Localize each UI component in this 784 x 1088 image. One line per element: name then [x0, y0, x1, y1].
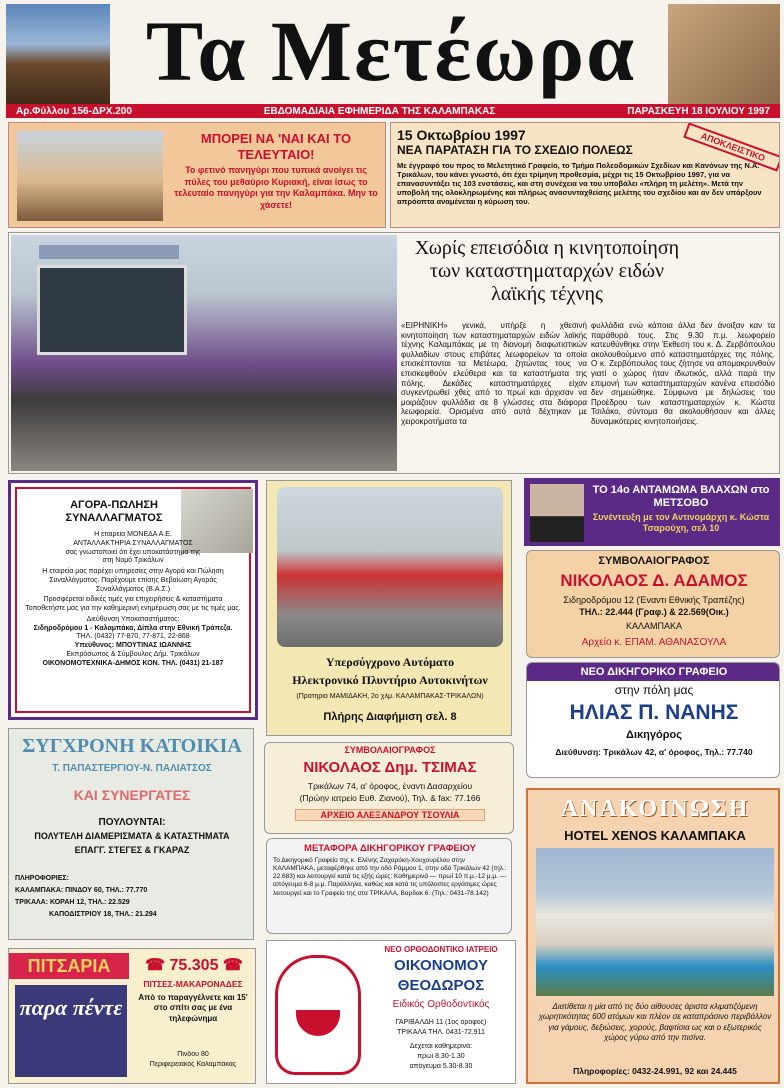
- pizza-phone-row: [135, 955, 253, 975]
- lawyer-name: ΗΛΙΑΣ Π. ΝΑΝΗΣ: [569, 701, 739, 724]
- housing-selling: ΠΟΥΛΟΥΝΤΑΙ:: [98, 817, 166, 828]
- plan-body: Με έγγραφό του προς το Μελετητικό Γραφείο, το Τμήμα Πολεοδομικών Σχεδίων και Κανόνων της Ν.Α. Τρικάλων, του κάνει γνωστό, ότι έχει τρίμηνη προθεσμία, μέχρι τις 15 Οκτωβρίου 1997, για να επανασυντάξει τις 103 ενστάσεις, και στη συνέχεια να του υποβάλει «πλήρη τη μελέτη». Μετά την υποβολή της ολοκληρωμένης και πλήρως ανασυνταχθείσης μελέτης του σχεδίου και αν δεν υπάρξουν απρόοπτα αναμένεται η κύρωση του.: [397, 161, 762, 206]
- pizza-address2: Περιφερειακός Καλαμπάκας: [149, 1061, 237, 1068]
- bus-window: [37, 265, 187, 355]
- pizza-ad: [8, 948, 256, 1084]
- pizza-address: Πινδου 80: [177, 1051, 209, 1058]
- ortho-am: πρωί 8.30-1.30: [417, 1053, 465, 1060]
- exchange-line: Προσφέρεται ειδικές τιμές για επιχειρήσεις & καταστήματα: [43, 596, 223, 604]
- exchange-line: Υπεύθυνος: ΜΠΟΥΤΙΝΑΣ ΙΩΑΝΝΗΣ: [74, 642, 192, 649]
- exchange-line: σας γνωστοποιεί ότι έχει υποκατάστημα της: [65, 548, 201, 556]
- ortho-pm: απόγευμα 5.30-8.30: [409, 1063, 473, 1070]
- exchange-line: Εκπρόσωπος & Σύμβουλος Δήμ. Τρικάλων: [66, 650, 200, 658]
- fair-box: [8, 122, 386, 228]
- exchange-lines: [25, 531, 241, 668]
- carwash-ad: [266, 480, 512, 736]
- notary1-archive: Αρχείο κ. ΕΠΑΜ. ΑΘΑΝΑΣΟΥΛΑ: [581, 637, 727, 648]
- pizza-name: παρα πέντε: [15, 985, 127, 1077]
- tooth-icon: [275, 955, 361, 1075]
- issue-date: ΠΑΡΑΣΚΕΥΗ 18 ΙΟΥΛΙΟΥ 1997: [627, 105, 770, 117]
- main-col1: «ΕΙΡΗΝΙΚΗ» γενικά, υπήρξε η χθεσινή κινητοποίηση των καταστηματαρχών ειδών λαϊκής τέχνης Καλαμπάκας με τη διανομή διαφωτιστικών φυλλαδίων στους επιβάτες λεωφορείων τα οποία επισκέπτονται τα Μετέωρα, ζητώντας τους να επισκεφθούν ελεύθερα και τα καταστήματα της πόλης. Δεκάδες καταστηματάρχες είχαν συγκεντρωθεί χθες από το πρωί και άρχισαν να μοιράζουν φυλλάδια σε 8 γλώσσες στα διάφορα λεωφορεία. Ορισμένα από αυτά δέχτηκαν με χειροκροτήματα τα: [401, 321, 587, 426]
- masthead-photo-right: [668, 4, 780, 104]
- ortho-phone: ΤΡΙΚΑΛΑ ΤΗΛ. 0431-72.911: [397, 1029, 485, 1036]
- notary1-phones: ΤΗΛ.: 22.444 (Γραφ.) & 22.569(Οικ.): [579, 607, 729, 617]
- hotel-name: HOTEL XENOS ΚΑΛΑΜΠΑΚΑ: [564, 828, 746, 843]
- hotel-body: Διατίθεται η μία από τις δύο αίθουσες άριστα κλιματιζόμενη χωρητικότητας 600 ατόμων και πλέον σε καταπράσινο περιβάλλον για γάμους, δεξιώσεις, χορούς, βαφτίσια ως και ο εξωτερικός χώρος γύρω από την πισίνα.: [538, 1002, 772, 1043]
- ortho-ad: [266, 940, 516, 1084]
- notary1-ad: [526, 550, 780, 658]
- ortho-role: Ειδικός Ορθοδοντικός: [392, 999, 490, 1010]
- lawmove-title: ΜΕΤΑΦΟΡΑ ΔΙΚΗΓΟΡΙΚΟΥ ΓΡΑΦΕΙΟΥ: [304, 843, 476, 854]
- masthead-info-bar: [6, 104, 780, 118]
- hotel-photo: [536, 848, 774, 996]
- exclusive-stamp: ΑΠΟΚΛΕΙΣΤΙΚΟ: [683, 122, 780, 171]
- notary2-archive: ΑΡΧΕΙΟ ΑΛΕΞΑΝΔΡΟΥ ΤΣΟΥΛΙΑ: [295, 809, 485, 821]
- housing-trikala1: ΤΡΙΚΑΛΑ: ΚΟΡΑΗ 12, ΤΗΛ.: 22.529: [15, 899, 130, 906]
- notary2-name: ΝΙΚΟΛΑΟΣ Δημ. ΤΣΙΜΑΣ: [303, 759, 477, 776]
- tagline: ΕΒΔΟΜΑΔΙΑΙΑ ΕΦΗΜΕΡΙΔΑ ΤΗΣ ΚΑΛΑΜΠΑΚΑΣ: [263, 105, 496, 117]
- pizza-header: ΠΙΤΣΕΣ-ΜΑΚΑΡΟΝΑΔΕΣ: [143, 979, 243, 989]
- exchange-line: ΤΗΛ. (0432) 77-870, 77-871, 22-868: [76, 633, 190, 641]
- exchange-line: Η εταιρεία μας παρέχει υπηρεσίες στην Αγορά και Πώληση Συναλλάγματος. Παρέχουμε επίσης Βεβαίωση Αγοράς Συναλλάγματος (Β.Α.Σ.): [42, 568, 224, 593]
- notary1-address: Σιδηροδρόμου 12 (Έναντι Εθνικής Τραπέζης): [563, 595, 745, 605]
- notary2-address: Τρικάλων 74, α' όροφος, έναντι Δασαρχείου: [307, 781, 473, 791]
- carwash-line2: Ηλεκτρονικό Πλυντήριο Αυτοκινήτων: [292, 673, 488, 687]
- ortho-hours: Δέχεται καθημερινά:: [409, 1043, 473, 1050]
- notary2-role: ΣΥΜΒΟΛΑΙΟΓΡΑΦΟΣ: [344, 745, 436, 755]
- housing-and: ΚΑΙ ΣΥΝΕΡΓΑΤΕΣ: [73, 787, 191, 803]
- vlachs-title: ΤΟ 14ο ΑΝΤΑΜΩΜΑ ΒΛΑΧΩΝ στο ΜΕΤΣΟΒΟ: [592, 484, 770, 510]
- housing-items: ΠΟΛΥΤΕΛΗ ΔΙΑΜΕΡΙΣΜΑΤΑ & ΚΑΤΑΣΤΗΜΑΤΑ: [34, 831, 230, 841]
- masthead-photo-left: [6, 4, 110, 104]
- fair-headline: ΜΠΟΡΕΙ ΝΑ 'ΝΑΙ ΚΑΙ ΤΟ ΤΕΛΕΥΤΑΙΟ!: [200, 131, 352, 163]
- exchange-line: Σιδηροδρόμου 1 - Καλαμπάκα, Δίπλα στην Εθνική Τράπεζα.: [33, 624, 233, 632]
- lawyer-role: Δικηγόρος: [626, 729, 682, 741]
- hotel-info: Πληροφορίες: 0432-24.991, 92 και 24.445: [573, 1066, 737, 1076]
- exchange-title: ΑΓΟΡΑ-ΠΩΛΗΣΗ ΣΥΝΑΛΛΑΓΜΑΤΟΣ: [65, 499, 163, 525]
- housing-trikala2: ΚΑΠΟΔΙΣΤΡΙΟΥ 18, ΤΗΛ.: 21.294: [49, 911, 157, 918]
- main-story: [8, 232, 780, 474]
- phone-icon: ☎: [222, 957, 243, 974]
- housing-kalampaka: ΚΑΛΑΜΠΑΚΑ: ΠΙΝΔΟΥ 60, ΤΗΛ.: 77.770: [15, 887, 148, 894]
- housing-info: ΠΛΗΡΟΦΟΡΙΕΣ:: [15, 875, 69, 882]
- hotel-title: ΑΝΑΚΟΙΝΩΣΗ: [560, 796, 750, 822]
- ortho-header: ΝΕΟ ΟΡΘΟΔΟΝΤΙΚΟ ΙΑΤΡΕΙΟ: [384, 945, 498, 954]
- ortho-surname: ΟΙΚΟΝΟΜΟΥ: [394, 957, 488, 974]
- notary1-role: ΣΥΜΒΟΛΑΙΟΓΡΑΦΟΣ: [598, 555, 710, 567]
- vlachs-sub: Συνέντευξη με τον Αντινομάρχη κ. Κώστα Τσαρούχη, σελ 10: [592, 512, 770, 533]
- bus-label: [39, 245, 179, 259]
- exchange-line: ΑΝΤΑΛΛΑΚΤΗΡΙΑ ΣΥΝΑΛΛΑΓΜΑΤΟΣ: [73, 539, 193, 547]
- notary2-address2: (Πρώην ιατρείο Ευθ. Ζιανού), Τηλ. & fax: 77.166: [299, 793, 481, 803]
- deputy-photo: [530, 484, 584, 542]
- exchange-line: Η εταιρεία ΜΟΝΕΔΑ Α.Ε.: [94, 531, 172, 538]
- lawmove-body: Το Δικηγορικό Γραφείο της κ. Ελένης Ζαχαρόκη-Χουχουρέλου στην ΚΑΛΑΜΠΑΚΑ, μεταφέρθηκε από την οδό Ράμμου 1, στην οδό Τρικάλων 42 (τηλ.: 22.683) και λειτουργεί κατά τις εξής ώρες: Καθημερινά — πρωί 10 π.μ.-12 μ.μ. — απόγευμα 6-8 μ.μ. Παράλληλα, καθώς και κατά τις υπόλοιπες εργάσιμες ώρες λειτουργεί και το Γραφείο της στα ΤΡΙΚΑΛΑ, Βαρδακ 6. (Τηλ.: 0431-78.142): [273, 857, 507, 897]
- vlachs-box: [524, 478, 780, 546]
- ortho-name: ΘΕΟΔΩΡΟΣ: [397, 977, 485, 994]
- fair-photo: [17, 131, 163, 221]
- plan-box: [390, 122, 780, 228]
- tooth-mouth-icon: [296, 1010, 340, 1036]
- housing-firm: Τ. ΠΑΠΑΣΤΕΡΓΙΟΥ-Ν. ΠΑΛΙΑΤΣΟΣ: [52, 763, 212, 774]
- pizza-body: Από το παραγγέλνετε και 15' στο σπίτι σας με ένα τηλεφώνημα: [138, 993, 248, 1023]
- plan-headline: ΝΕΑ ΠΑΡΑΤΑΣΗ ΓΙΑ ΤΟ ΣΧΕΔΙΟ ΠΟΛΕΩΣ: [397, 143, 633, 157]
- masthead-title: Τα Μετέωρα: [145, 8, 637, 99]
- exchange-line: Τοποθετήστε μας για την καθημερινή ενημέρωση σας με τις τιμές μας.: [25, 605, 241, 612]
- pizza-title: ΠΙΤΣΑΡΙΑ: [9, 953, 129, 979]
- lawyer-ad: [526, 662, 780, 778]
- housing-extra: ΕΠΑΓΓ. ΣΤΕΓΕΣ & ΓΚΑΡΑΖ: [74, 845, 190, 855]
- lawyer-address: Διεύθυνση: Τρικάλων 42, α' όροφος, Τηλ.: 77.740: [555, 747, 753, 757]
- exchange-line: στη Νομό Τρικάλων: [102, 557, 164, 565]
- lawyer-header: ΝΕΟ ΔΙΚΗΓΟΡΙΚΟ ΓΡΑΦΕΙΟ: [527, 663, 780, 681]
- main-col2: φυλλάδια ενώ κάποια άλλα δεν άνοιξαν καν τα παράθυρά τους. Στις 9.30 π.μ. λεωφορείο κατευθύνθηκε στην Έκθεση του κ. Δ. Ζερβόπουλου ακολουθούμενο από καταστηματάρχες της πόλης. Ο κ. Ζερβόπουλος τους ζήτησε να απομακρυνθούν γιατί ο χώρος ήταν ιδιωτικός, αλλά παρά την επιμονή των καταστηματαρχών κανένα επεισόδιο δεν σημειώθηκε. Σύμφωνα με δηλώσεις του Προέδρου των καταστηματαρχών κ. Κώστα Τσιλάκο, σύντομα θα ακολουθήσουν και άλλες δυναμικότερες κινητοποιήσεις.: [591, 321, 775, 426]
- plan-date: 15 Οκτωβρίου 1997: [397, 127, 526, 143]
- housing-ad: [8, 728, 254, 940]
- exchange-line: ΟΙΚΟΝΟΜΟΤΕΧΝΙΚΑ-ΔΗΜΟΣ ΚΟΝ. ΤΗΛ. (0431) 21-187: [42, 659, 224, 667]
- main-headline: Χωρίς επεισόδια η κινητοποίηση των καταστηματαρχών ειδών λαϊκής τέχνης: [414, 237, 680, 305]
- carwash-note: (Πρατήριο ΜΑΜΙΔΑΚΗ, 2ο χλμ. ΚΑΛΑΜΠΑΚΑΣ-ΤΡΙΚΑΛΩΝ): [296, 693, 484, 700]
- issue-number: Αρ.Φύλλου 156-ΔΡΧ.200: [16, 105, 132, 117]
- notary1-city: ΚΑΛΑΜΠΑΚΑ: [625, 621, 683, 631]
- notary2-ad: [264, 742, 514, 834]
- housing-title: ΣΥΓΧΡΟΝΗ ΚΑΤΟΙΚΙΑ: [22, 735, 242, 757]
- fair-body: Το φετινό πανηγύρι που τυπικά ανοίγει τις πύλες του μεθαύριο Κυριακή, είναι ίσως το τελευταίο πανηγύρι για την Καλαμπάκα. Μην το χάσετε!: [174, 165, 378, 211]
- hotel-ad: [526, 788, 780, 1084]
- carwash-line1: Υπερσύγχρονο Αυτόματο: [325, 655, 455, 669]
- notary1-name: ΝΙΚΟΛΑΟΣ Δ. ΑΔΑΜΟΣ: [560, 571, 748, 590]
- phone-icon: ☎: [145, 957, 166, 974]
- carwash-photo: [277, 487, 503, 647]
- exchange-ad: [8, 480, 258, 720]
- bus-photo: [11, 235, 397, 471]
- carwash-more: Πλήρης Διαφήμιση σελ. 8: [323, 711, 457, 723]
- lawyer-sub: στην πόλη μας: [614, 683, 694, 697]
- ortho-address: ΓΑΡΙΒΑΛΔΗ 11 (1ος όροφος): [395, 1019, 487, 1026]
- exchange-line: Διεύθυνση Υποκαταστήματος:: [86, 615, 180, 623]
- pizza-phone: 75.305: [169, 957, 219, 974]
- lawmove-ad: [266, 838, 512, 934]
